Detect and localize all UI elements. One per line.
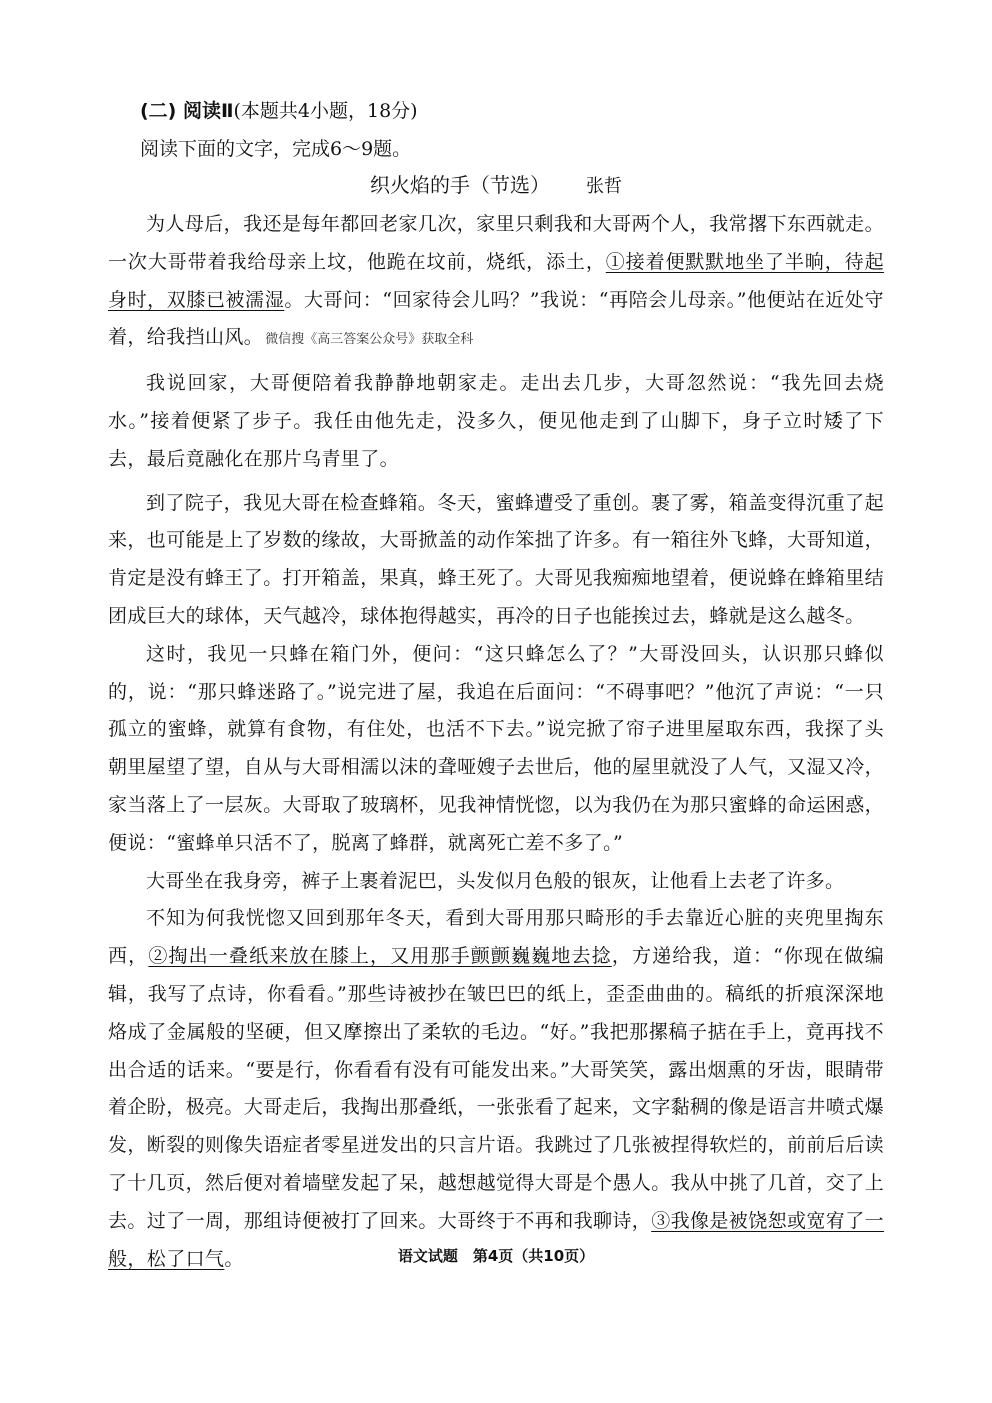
paragraph-6-text-a: 不知为何我恍惚又回到那年冬天，看到大哥用那只畸形的手去靠近心脏的夹兜里掏东西， [108, 907, 884, 968]
section-heading-label: (二) 阅读Ⅱ [140, 100, 234, 122]
underlined-sentence-3: ③我像是被饶恕或宽宥了一般，松了口气 [108, 1209, 885, 1270]
paragraph-5: 大哥坐在我身旁，裤子上裹着泥巴，头发似月色般的银灰，让他看上去老了许多。 [146, 869, 845, 892]
paragraph-4: 这时，我见一只蜂在箱门外，便问：“这只蜂怎么了？”大哥没回头，认识那只蜂似的，说：“那只蜂迷路了。”说完进了屋，我追在后面问：“不碍事吧？”他沉了声说：“一只孤立的蜜蜂，就算有食物，有住处，也活不下去。”说完掀了帘子进里屋取东西，我探了头朝里屋望了望，自从与大哥相濡以沫的聋哑嫂子去世后，他的屋里就没了人气，又湿又冷，家当落上了一层灰。大哥取了玻璃杯，见我神情恍惚，以为我仍在为那只蜜蜂的命运困惑，便说：“蜜蜂单只活不了，脱离了蜂群，就离死亡差不多了。” [108, 642, 885, 854]
section-heading [140, 96, 418, 126]
underlined-sentence-1: ①接着便默默地坐了半晌，待起身时，双膝已被濡湿 [108, 250, 884, 311]
watermark-text: 微信搜《高三答案公众号》获取全科 [265, 332, 474, 348]
paragraph-1-text-c: 。大哥问：“回家待会儿吗？”我说：“再陪会儿母亲。”他便站在近处守着，给我挡山风。 [108, 288, 884, 349]
article-author: 张哲 [586, 176, 622, 197]
page-footer: 语文试题 第4页（共10页） [397, 1247, 595, 1265]
reading-instruction: 阅读下面的文字，完成6～9题。 [140, 138, 412, 160]
section-heading-meta: (本题共4小题，18分) [233, 100, 418, 122]
article-title: 织火焰的手（节选） [370, 173, 550, 197]
article-title-line [0, 170, 992, 202]
underlined-sentence-2: ②掏出一叠纸来放在膝上，又用那手颤颤巍巍地去捻 [148, 945, 612, 968]
paragraph-1 [108, 206, 884, 359]
paragraph-6-text-e: 。 [224, 1247, 244, 1270]
paragraph-6 [108, 900, 884, 1278]
paragraph-1-text-a: 为人母后，我还是每年都回老家几次，家里只剩我和大哥两个人，我常撂下东西就走。一次大哥带着我给母亲上坟，他跪在坟前，烧纸，添土， [108, 213, 884, 273]
article-body [108, 206, 884, 1278]
paragraph-6-text-c: ，方递给我，道：“你现在做编辑，我写了点诗，你看看。”那些诗被抄在皱巴巴的纸上，歪歪曲曲的。稿纸的折痕深深地烙成了金属般的坚硬，但又摩擦出了柔软的毛边。“好。”我把那摞稿子掂在手上，竟再找不出合适的话来。“要是行，你看看有没有可能发出来。”大哥笑笑，露出烟熏的牙齿，眼睛带着企盼，极亮。大哥走后，我掏出那叠纸，一张张看了起来，文字黏稠的像是语言井喷式爆发，断裂的则像失语症者零星迸发出的只言片语。我跳过了几张被捏得软烂的，前前后后读了十几页，然后便对着墙壁发起了呆，越想越觉得大哥是个愚人。我从中挑了几首，交了上去。过了一周，那组诗便被打了回来。大哥终于不再和我聊诗， [108, 945, 885, 1232]
paragraph-2: 我说回家，大哥便陪着我静静地朝家走。走出去几步，大哥忽然说：“我先回去烧水。”接着便紧了步子。我任由他先走，没多久，便见他走到了山脚下，身子立时矮了下去，最后竟融化在那片乌青里了。 [108, 372, 884, 470]
paragraph-3: 到了院子，我见大哥在检查蜂箱。冬天，蜜蜂遭受了重创。裹了雾，箱盖变得沉重了起来，也可能是上了岁数的缘故，大哥掀盖的动作笨拙了许多。有一箱往外飞蜂，大哥知道，肯定是没有蜂王了。打开箱盖，果真，蜂王死了。大哥见我痴痴地望着，便说蜂在蜂箱里结团成巨大的球体，天气越冷，球体抱得越实，再冷的日子也能挨过去，蜂就是这么越冬。 [108, 491, 885, 627]
